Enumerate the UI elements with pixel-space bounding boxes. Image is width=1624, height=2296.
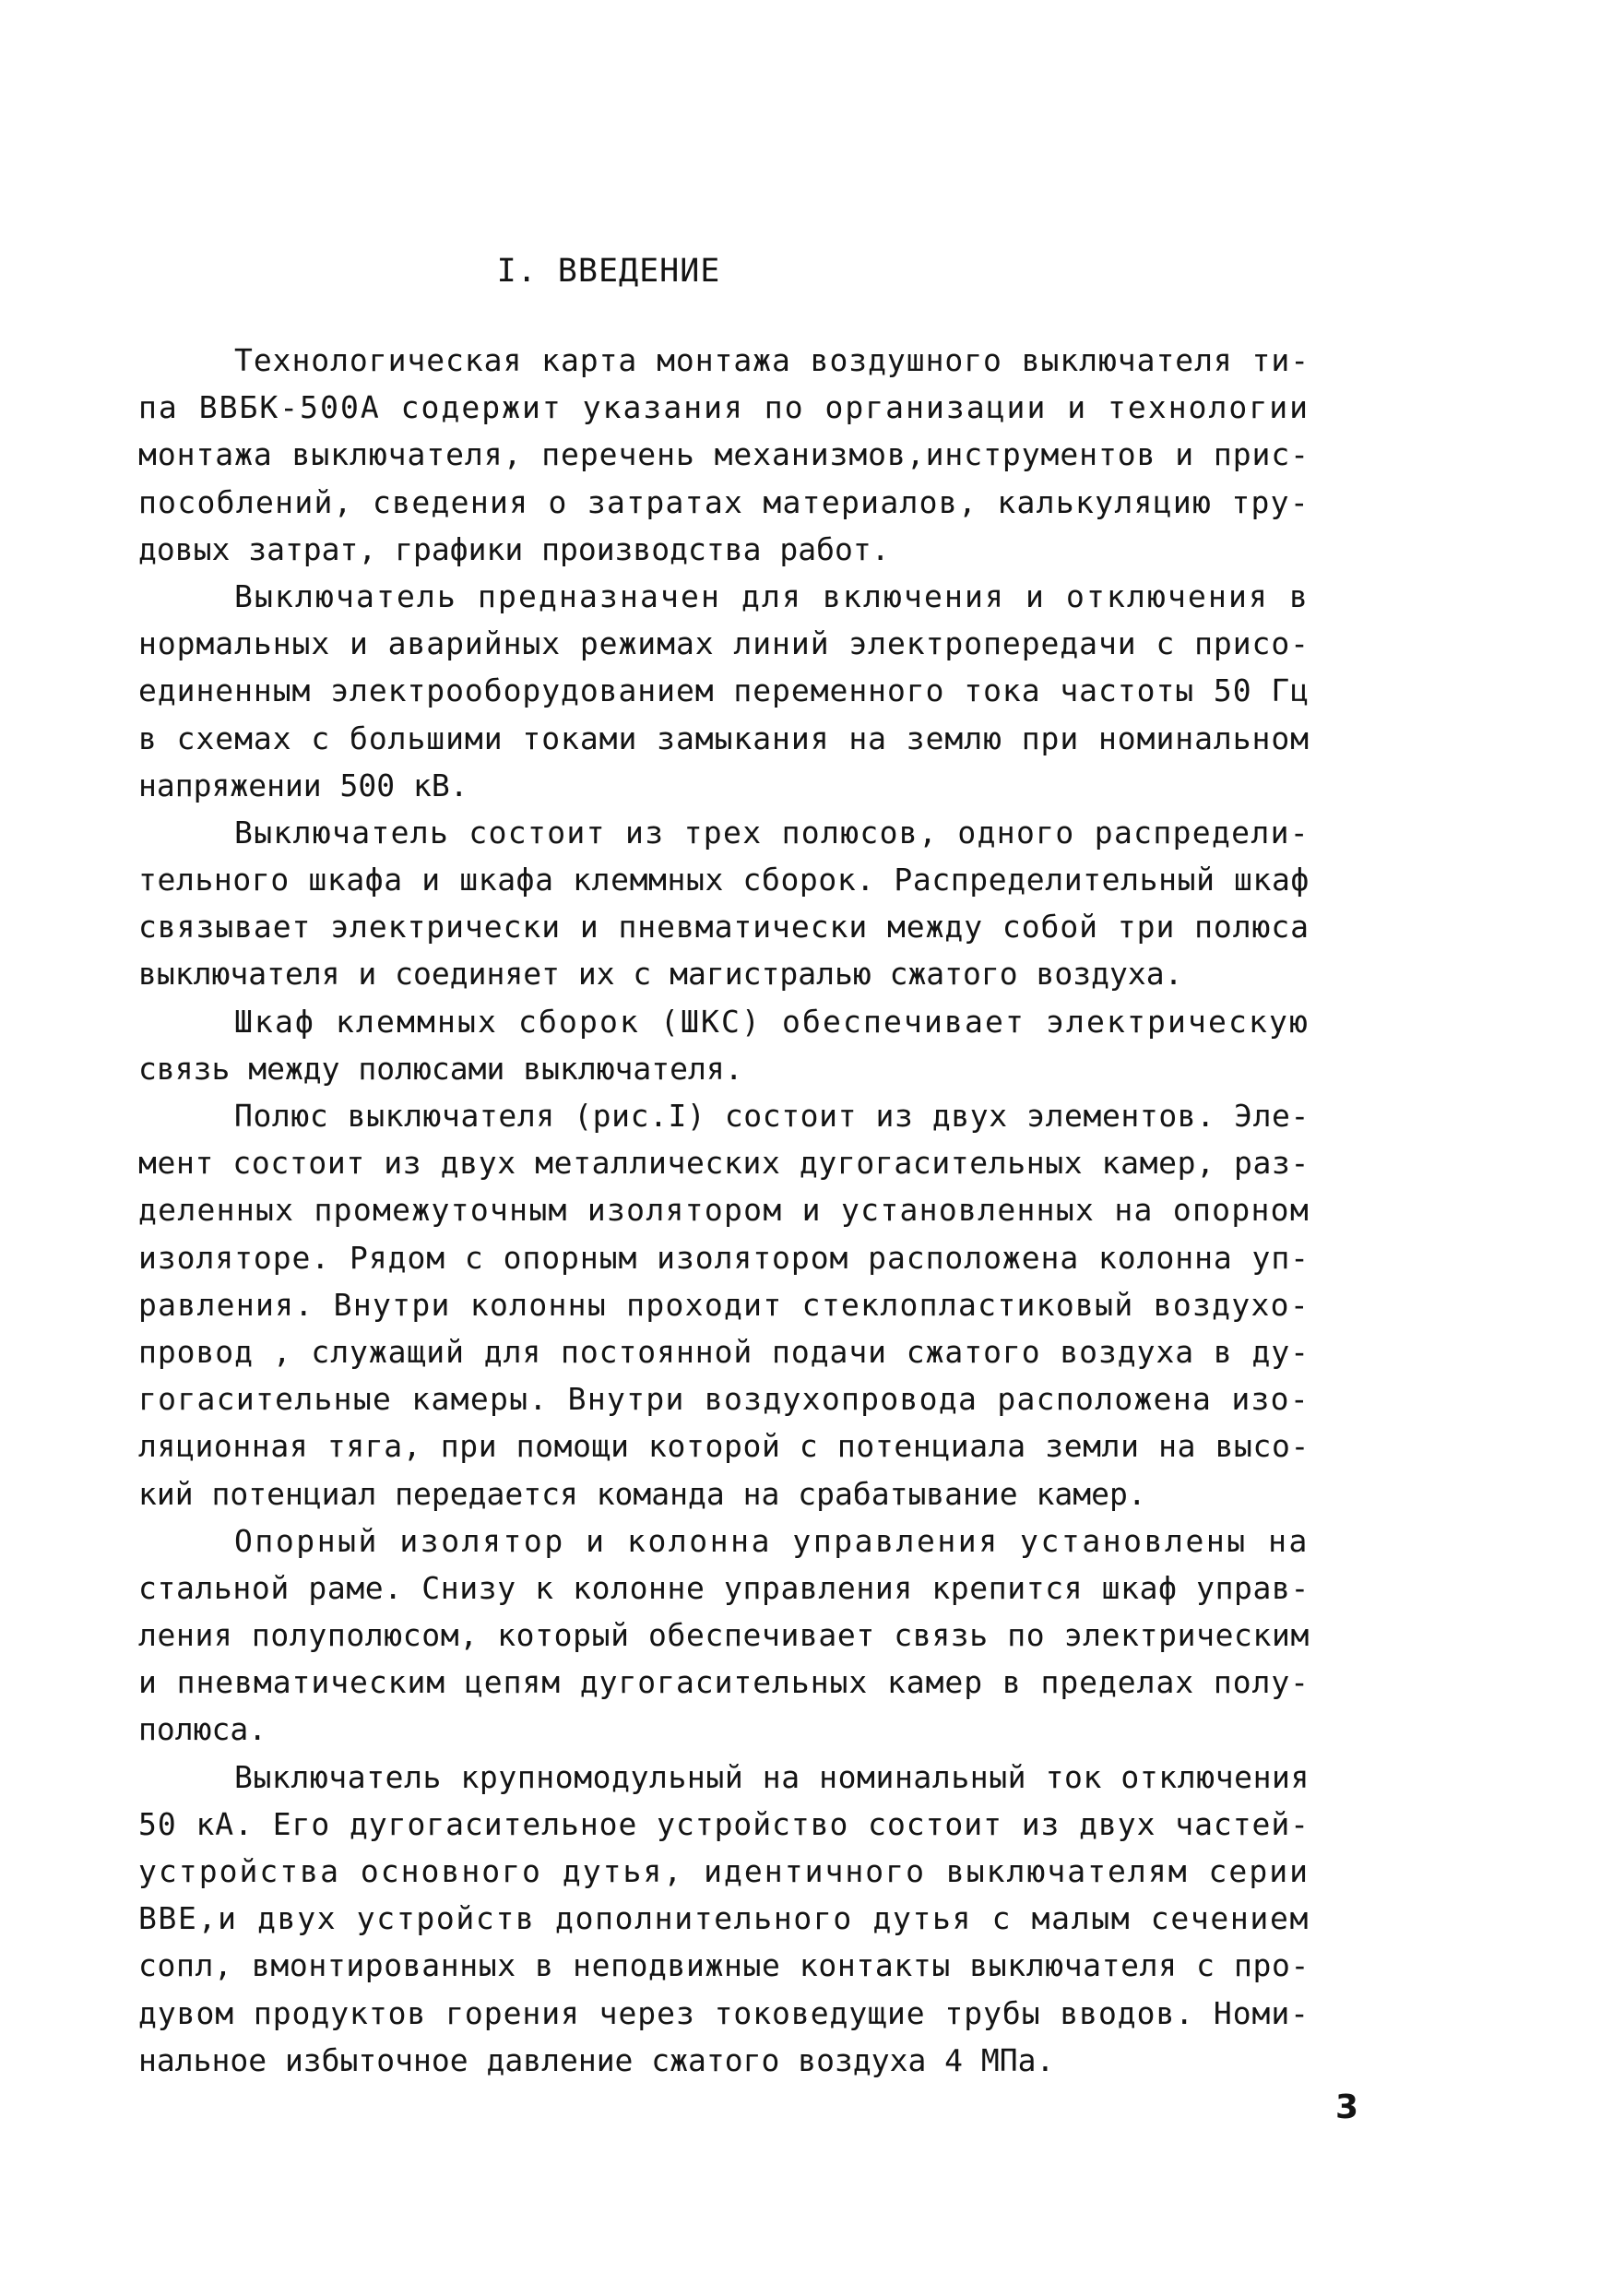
paragraph-line	[138, 573, 1310, 620]
paragraph-line	[138, 1186, 1310, 1233]
line-text: полюса.	[138, 1711, 267, 1748]
line-text: 50 кА. Его дугогасительное устройство состоит из двух частей-	[138, 1805, 1310, 1842]
line-text: нормальных и аварийных режимах линий электропередачи с присо-	[138, 625, 1310, 662]
line-text: провод , служащий для постоянной подачи сжатого воздуха в ду-	[138, 1333, 1310, 1370]
paragraph-line	[138, 998, 1310, 1045]
line-text: гогасительные камеры. Внутри воздухопровода расположена изо-	[138, 1381, 1310, 1418]
line-text: кий потенциал передается команда на срабатывание камер.	[138, 1475, 1146, 1512]
paragraph-line	[138, 1612, 1310, 1659]
paragraph-line	[138, 762, 1310, 809]
line-text: связь между полюсами выключателя.	[138, 1050, 743, 1087]
line-text: Выключатель состоит из трех полюсов, одного распредели-	[234, 814, 1310, 851]
line-text: мент состоит из двух металлических дугогасительных камер, раз-	[138, 1145, 1310, 1182]
line-text: ления полуполюсом, который обеспечивает связь по электрическим	[138, 1617, 1310, 1654]
paragraph-line	[138, 1139, 1310, 1186]
line-text: Выключатель предназначен для включения и отключения в	[234, 577, 1310, 614]
line-text: пособлений, сведения о затратах материалов, калькуляцию тру-	[138, 483, 1310, 520]
paragraph-line	[138, 1801, 1310, 1848]
paragraph-line	[138, 384, 1310, 431]
line-text: нальное избыточное давление сжатого воздуха 4 МПа.	[138, 2041, 1055, 2078]
body-text	[138, 337, 1310, 2084]
paragraph-line	[138, 1659, 1310, 1706]
line-text: ляционная тяга, при помощи которой с потенциала земли на высо-	[138, 1428, 1310, 1465]
line-text: изоляторе. Рядом с опорным изолятором расположена колонна уп-	[138, 1239, 1310, 1276]
line-text: выключателя и соединяет их с магистралью сжатого воздуха.	[138, 956, 1183, 993]
line-text: деленных промежуточным изолятором и установленных на опорном	[138, 1192, 1310, 1229]
paragraph-line	[138, 1942, 1310, 1989]
paragraph-line	[138, 1895, 1310, 1942]
paragraph-line	[138, 1706, 1310, 1753]
paragraph-line	[138, 1564, 1310, 1612]
paragraph-line	[138, 1281, 1310, 1328]
paragraph-line	[138, 2037, 1310, 2084]
paragraph-line	[138, 1422, 1310, 1469]
line-text: равления. Внутри колонны проходит стеклопластиковый воздухо-	[138, 1286, 1310, 1323]
paragraph-line	[138, 667, 1310, 714]
paragraph-line	[138, 1990, 1310, 2037]
paragraph-line	[138, 856, 1310, 903]
paragraph-line	[138, 950, 1310, 997]
paragraph-line	[138, 715, 1310, 762]
paragraph-line	[138, 1328, 1310, 1375]
paragraph-line	[138, 479, 1310, 526]
paragraph-line	[138, 1754, 1310, 1801]
line-text: довых затрат, графики производства работ.	[138, 530, 890, 567]
line-text: стальной раме. Снизу к колонне управления крепится шкаф управ-	[138, 1569, 1310, 1606]
line-text: Технологическая карта монтажа воздушного выключателя ти-	[234, 342, 1310, 378]
paragraph-line	[138, 903, 1310, 950]
paragraph-line	[138, 1092, 1310, 1139]
paragraph-line	[138, 526, 1310, 573]
line-text: и пневматическим цепям дугогасительных камер в пределах полу-	[138, 1664, 1310, 1701]
line-text: сопл, вмонтированных в неподвижные контакты выключателя с про-	[138, 1947, 1310, 1984]
line-text: Выключатель крупномодульный на номинальный ток отключения	[234, 1758, 1310, 1795]
line-text: дувом продуктов горения через токоведущие трубы вводов. Номи-	[138, 1994, 1310, 2031]
line-text: связывает электрически и пневматически между собой три полюса	[138, 909, 1310, 946]
paragraph-line	[138, 1234, 1310, 1281]
line-text: Опорный изолятор и колонна управления установлены на	[234, 1522, 1310, 1559]
line-text: па ВВБК-500А содержит указания по организации и технологии	[138, 389, 1310, 426]
paragraph-line	[138, 1375, 1310, 1422]
paragraph-line	[138, 1517, 1310, 1564]
paragraph-line	[138, 337, 1310, 384]
line-text: в схемах с большими токами замыкания на землю при номинальном	[138, 720, 1310, 756]
section-heading: I. ВВЕДЕНИЕ	[496, 253, 721, 290]
paragraph-line	[138, 1848, 1310, 1895]
line-text: тельного шкафа и шкафа клеммных сборок. Распределительный шкаф	[138, 862, 1310, 898]
line-text: монтажа выключателя, перечень механизмов,инструментов и прис-	[138, 436, 1310, 473]
line-text: Шкаф клеммных сборок (ШКС) обеспечивает электрическую	[234, 1003, 1310, 1040]
page-number: 3	[1335, 2088, 1359, 2126]
paragraph-line	[138, 431, 1310, 478]
paragraph-line	[138, 809, 1310, 856]
line-text: устройства основного дутья, идентичного выключателям серии	[138, 1853, 1310, 1889]
paragraph-line	[138, 1470, 1310, 1517]
line-text: напряжении 500 кВ.	[138, 767, 468, 803]
paragraph-line	[138, 620, 1310, 667]
paragraph-line	[138, 1045, 1310, 1092]
line-text: единенным электрооборудованием переменного тока частоты 50 Гц	[138, 672, 1310, 709]
line-text: ВВЕ,и двух устройств дополнительного дутья с малым сечением	[138, 1900, 1310, 1937]
line-text: Полюс выключателя (рис.I) состоит из двух элементов. Эле-	[234, 1098, 1310, 1134]
